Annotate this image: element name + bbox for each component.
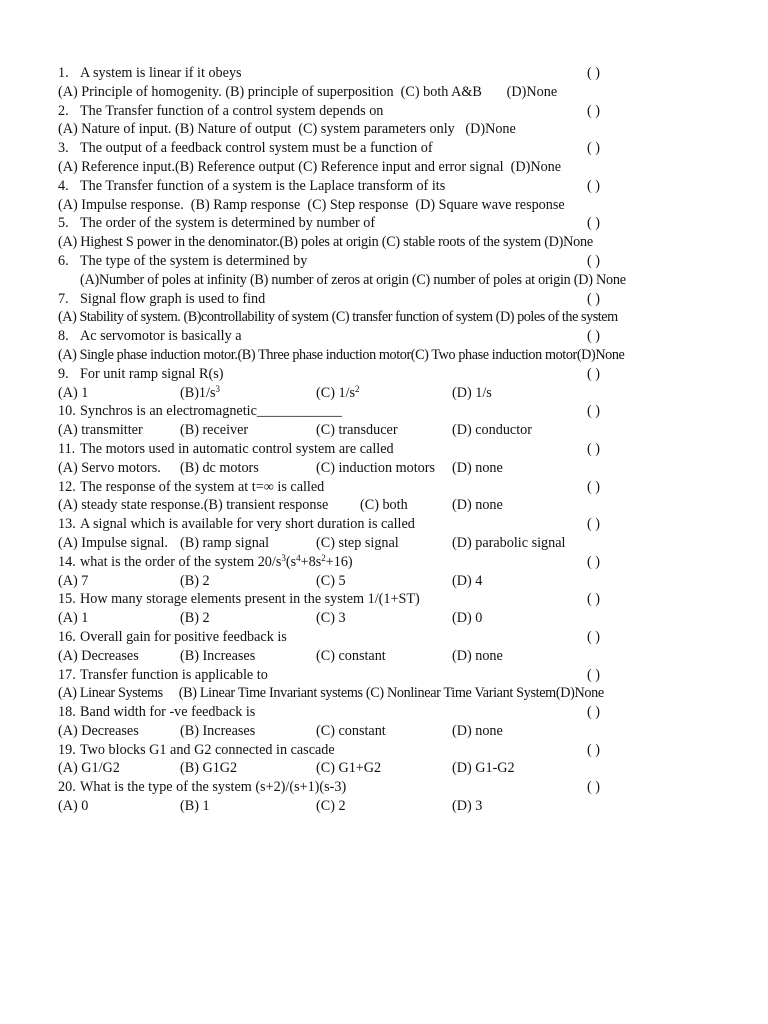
- options-row: [58, 759, 758, 778]
- question-number: 5.: [58, 215, 69, 232]
- question-number: 4.: [58, 177, 69, 194]
- option-b: $(B)1/s^3$: [180, 383, 220, 401]
- option-d: (D) conductor: [452, 422, 532, 439]
- option-c: (C) constant: [316, 647, 386, 664]
- question-19: [58, 741, 758, 760]
- option-b: (B) 2: [180, 572, 210, 589]
- option-d: (D) 0: [452, 610, 483, 627]
- option-b: (B) Increases: [180, 722, 256, 739]
- question-text: Synchros is an electromagnetic____________: [80, 403, 343, 420]
- options-row: [58, 421, 758, 440]
- question-number: 2.: [58, 102, 69, 119]
- options-row: [58, 609, 758, 628]
- question-9: [58, 365, 758, 384]
- question-16: [58, 628, 758, 647]
- answer-blank[interactable]: ( ): [587, 779, 600, 796]
- question-8: [58, 327, 758, 346]
- answer-blank[interactable]: ( ): [587, 65, 600, 81]
- answer-blank[interactable]: ( ): [587, 140, 600, 157]
- options-row: [58, 196, 758, 215]
- options-text: (A) Linear Systems (B) Linear Time Invariant systems (C) Nonlinear Time Variant System(D)None: [58, 685, 604, 702]
- question-text: Band width for -ve feedback is: [80, 704, 256, 721]
- question-5: [58, 214, 758, 233]
- option-c: (C) both: [360, 497, 408, 514]
- option-c: (C) step signal: [316, 534, 399, 551]
- question-20: [58, 778, 758, 797]
- question-text: How many storage elements present in the system 1/(1+ST): [80, 591, 420, 608]
- question-text: Signal flow graph is used to find: [80, 290, 266, 307]
- options-row: [58, 534, 758, 553]
- options-row: [58, 684, 758, 703]
- question-text: The motors used in automatic control system are called: [80, 440, 394, 457]
- question-text: What is the type of the system (s+2)/(s+1)(s-3): [80, 779, 347, 796]
- option-d: (D) none: [452, 459, 503, 476]
- option-c: (C) 5: [316, 572, 346, 589]
- question-3: [58, 139, 758, 158]
- question-number: 7.: [58, 290, 69, 307]
- question-text: Transfer function is applicable to: [80, 666, 268, 683]
- option-a: (A) 7: [58, 572, 89, 589]
- option-a: (A) Decreases: [58, 722, 139, 739]
- options-row: [58, 308, 758, 327]
- option-c: (C) induction motors: [316, 459, 436, 476]
- option-a: (A) 1: [58, 384, 89, 401]
- answer-blank[interactable]: ( ): [587, 365, 600, 382]
- option-a: (A) 0: [58, 798, 89, 815]
- answer-blank[interactable]: ( ): [587, 403, 600, 420]
- question-number: 3.: [58, 140, 69, 157]
- option-d: (D) none: [452, 722, 503, 739]
- options-row: [58, 158, 758, 177]
- answer-blank[interactable]: ( ): [587, 177, 600, 194]
- options-text: (A) Reference input.(B) Reference output (C) Reference input and error signal (D)None: [58, 158, 562, 175]
- option-a: (A) Impulse signal.: [58, 534, 168, 551]
- options-row: [58, 459, 758, 478]
- options-text: (A) Principle of homogenity. (B) principle of superposition (C) both A&B (D)None: [58, 83, 558, 100]
- question-text: Two blocks G1 and G2 connected in cascade: [80, 741, 335, 758]
- question-18: [58, 703, 758, 722]
- options-text: (A) Highest S power in the denominator.(B) poles at origin (C) stable roots of the system (D)None: [58, 234, 593, 251]
- question-text: The Transfer function of a control system depends on: [80, 102, 384, 119]
- answer-blank[interactable]: ( ): [587, 478, 600, 495]
- question-2: [58, 102, 758, 121]
- options-row: [58, 647, 758, 666]
- option-d: (D) parabolic signal: [452, 534, 566, 551]
- options-row: [58, 120, 758, 139]
- question-17: [58, 666, 758, 685]
- question-number: 9.: [58, 365, 69, 382]
- question-text: A signal which is available for very short duration is called: [80, 516, 415, 533]
- answer-blank[interactable]: ( ): [587, 252, 600, 269]
- options-text: (A) Nature of input. (B) Nature of output (C) system parameters only (D)None: [58, 121, 516, 138]
- question-number: 13.: [58, 516, 76, 533]
- question-7: [58, 290, 758, 309]
- question-4: [58, 177, 758, 196]
- question-text: A system is linear if it obeys: [80, 65, 242, 81]
- question-text: The Transfer function of a system is the Laplace transform of its: [80, 177, 446, 194]
- option-a: (A) Decreases: [58, 647, 139, 664]
- question-text: For unit ramp signal R(s): [80, 365, 224, 382]
- answer-blank[interactable]: ( ): [587, 215, 600, 232]
- question-number: 19.: [58, 741, 76, 758]
- option-c: (C) constant: [316, 722, 386, 739]
- option-c: (C) $1/s^2$: [316, 383, 360, 401]
- answer-blank[interactable]: ( ): [587, 553, 600, 570]
- option-b: (B) Increases: [180, 647, 256, 664]
- option-d: (D) 1/s: [452, 384, 492, 401]
- options-row: [58, 233, 758, 252]
- option-b: (B) 1: [180, 798, 210, 815]
- question-6: [58, 252, 758, 271]
- option-c: (C) 3: [316, 610, 346, 627]
- question-number: 17.: [58, 666, 76, 683]
- question-text: what is the order of the system $20/s^3(s^4+8s^2+16)$: [80, 552, 353, 570]
- option-b: (B) ramp signal: [180, 534, 270, 551]
- option-d: (D) 4: [452, 572, 483, 589]
- question-number: 6.: [58, 252, 69, 269]
- answer-blank[interactable]: ( ): [587, 591, 600, 608]
- option-c: (C) 2: [316, 798, 346, 815]
- option-c: (C) transducer: [316, 422, 398, 439]
- question-number: 11.: [58, 440, 76, 457]
- options-row: [58, 572, 758, 591]
- question-13: [58, 515, 758, 534]
- question-number: 15.: [58, 591, 76, 608]
- options-row: [58, 722, 758, 741]
- options-row: [58, 797, 758, 816]
- question-number: 18.: [58, 704, 76, 721]
- option-d: (D) 3: [452, 798, 483, 815]
- options-row: [58, 271, 758, 290]
- question-text: The response of the system at t=∞ is called: [80, 478, 325, 495]
- option-d: (D) none: [452, 647, 503, 664]
- answer-blank[interactable]: ( ): [587, 628, 600, 645]
- question-text: Overall gain for positive feedback is: [80, 628, 287, 645]
- options-text: (A)Number of poles at infinity (B) number of zeros at origin (C) number of poles at origin (D) None: [80, 271, 626, 288]
- answer-blank[interactable]: ( ): [587, 704, 600, 721]
- question-14: [58, 553, 758, 572]
- option-d: (D) none: [452, 497, 503, 514]
- question-text: The type of the system is determined by: [80, 252, 308, 269]
- option-a: (A) Servo motors.: [58, 459, 161, 476]
- answer-blank[interactable]: ( ): [587, 741, 600, 758]
- question-10: [58, 402, 758, 421]
- question-number: 12.: [58, 478, 76, 495]
- question-12: [58, 478, 758, 497]
- answer-blank[interactable]: ( ): [587, 666, 600, 683]
- option-c: (C) G1+G2: [316, 760, 382, 777]
- options-row: [58, 384, 758, 403]
- options-text: (A) Stability of system. (B)controllability of system (C) transfer function of system (D) poles of the system: [58, 309, 618, 326]
- option-d: (D) G1-G2: [452, 760, 515, 777]
- question-number: 1.: [58, 65, 69, 81]
- question-number: 14.: [58, 553, 76, 570]
- question-1: [58, 64, 758, 83]
- options-row: [58, 346, 758, 365]
- question-text: The order of the system is determined by number of: [80, 215, 376, 232]
- answer-blank[interactable]: ( ): [587, 516, 600, 533]
- question-list: [58, 64, 758, 816]
- answer-blank[interactable]: ( ): [587, 290, 600, 307]
- option-a: (A) transmitter: [58, 422, 143, 439]
- options-row: [58, 83, 758, 102]
- option-b: (B) 2: [180, 610, 210, 627]
- option-a-b: (A) steady state response.(B) transient response: [58, 497, 329, 514]
- option-b: (B) G1G2: [180, 760, 238, 777]
- options-text: (A) Impulse response. (B) Ramp response (C) Step response (D) Square wave response: [58, 196, 565, 213]
- question-11: [58, 440, 758, 459]
- question-text: The output of a feedback control system must be a function of: [80, 140, 433, 157]
- option-b: (B) dc motors: [180, 459, 259, 476]
- options-text: (A) Single phase induction motor.(B) Three phase induction motor(C) Two phase induction motor(D)None: [58, 346, 625, 363]
- answer-blank[interactable]: ( ): [587, 328, 600, 345]
- option-a: (A) G1/G2: [58, 760, 120, 777]
- question-number: 8.: [58, 328, 69, 345]
- options-row: [58, 496, 758, 515]
- question-number: 20.: [58, 779, 76, 796]
- question-15: [58, 590, 758, 609]
- question-number: 16.: [58, 628, 76, 645]
- answer-blank[interactable]: ( ): [587, 102, 600, 119]
- question-number: 10.: [58, 403, 76, 420]
- question-text: Ac servomotor is basically a: [80, 328, 242, 345]
- option-a: (A) 1: [58, 610, 89, 627]
- option-b: (B) receiver: [180, 422, 249, 439]
- answer-blank[interactable]: ( ): [587, 440, 600, 457]
